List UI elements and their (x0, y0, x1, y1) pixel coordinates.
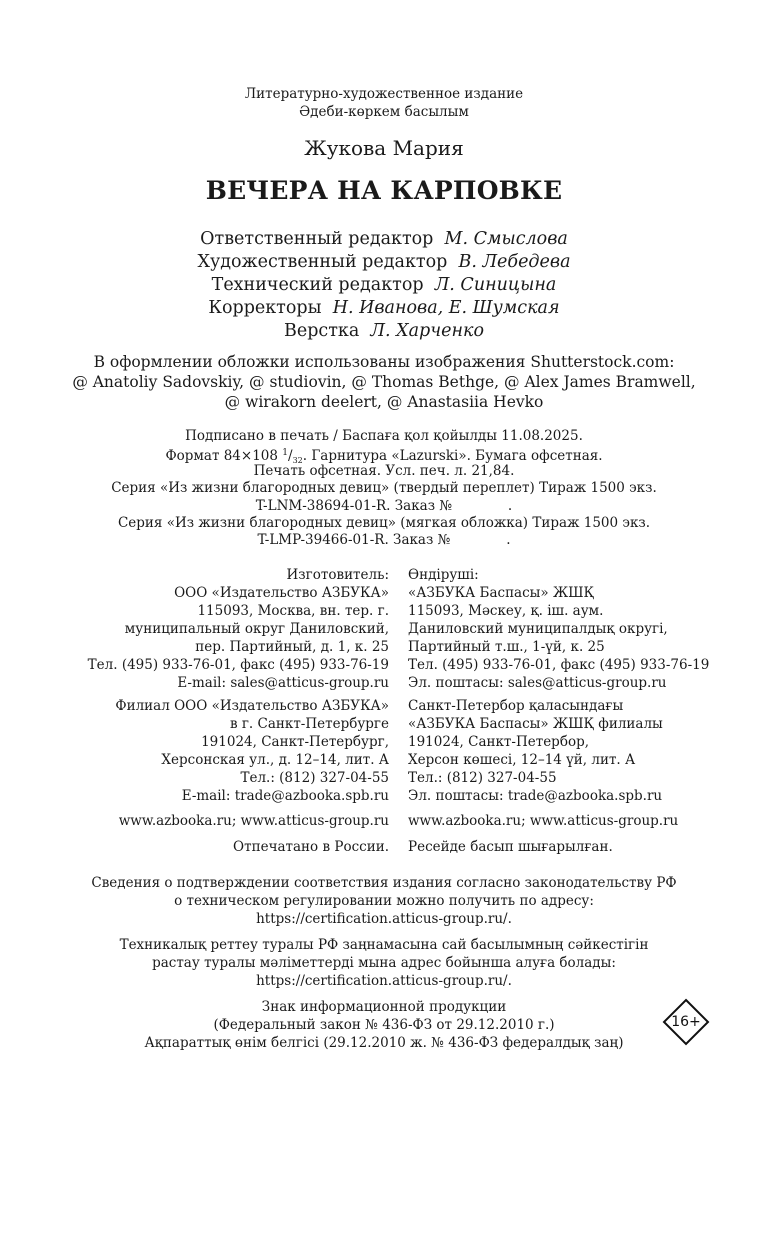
publisher-kz-email: Эл. поштасы: sales@atticus-group.ru (408, 675, 667, 691)
staff-role: Верстка (283, 321, 360, 341)
publisher-ru-line: муниципальный округ Даниловский, (124, 621, 389, 637)
staff-role: Технический редактор (211, 275, 424, 295)
branch-kz-line: Санкт-Петербор қаласындағы (408, 698, 624, 714)
publisher-kz-line: «АЗБУКА Баспасы» ЖШҚ (408, 585, 594, 601)
branch-kz-line: Херсон көшесі, 12–14 үй, лит. А (408, 752, 636, 768)
certification-kz-url[interactable]: https://certification.atticus-group.ru/. (256, 973, 512, 989)
publisher-kz-line: Партийный т.ш., 1-үй, к. 25 (408, 639, 605, 655)
age-rating-label: 16+ (671, 1014, 701, 1030)
edition-type-kz: Әдеби-көркем басылым (299, 104, 469, 120)
cover-credits-line: @ Anatoliy Sadovskiy, @ studiovin, @ Thomas Bethge, @ Alex James Bramwell, (72, 373, 696, 391)
info-sign-line: Знак информационной продукции (261, 999, 507, 1015)
series-softcover: Серия «Из жизни благородных девиц» (мягкая обложка) Тираж 1500 экз. (117, 515, 651, 531)
printed-block (0, 839, 768, 857)
book-title: ВЕЧЕРА НА КАРПОВКЕ (205, 176, 563, 205)
publisher-kz-line: Өндіруші: (408, 567, 479, 583)
certification-ru-line: о техническом регулировании можно получить по адресу: (174, 893, 594, 909)
publisher-ru-line: Тел. (495) 933-76-01, факс (495) 933-76-19 (87, 657, 389, 673)
certification-kz-line: Техникалық реттеу туралы РФ заңнамасына сай басылымның сәйкестігін (119, 937, 649, 953)
certification-ru-url[interactable]: https://certification.atticus-group.ru/. (256, 911, 512, 927)
format-prefix: Формат 84×108 (165, 448, 278, 464)
staff-line (0, 274, 768, 297)
series-hardcover: Серия «Из жизни благородных девиц» (твердый переплет) Тираж 1500 экз. (111, 480, 657, 496)
publisher-kz-line: 115093, Мәскеу, қ. іш. аум. (408, 603, 604, 619)
branch-ru-line: Херсонская ул., д. 12–14, лит. А (161, 752, 389, 768)
info-sign-law: (Федеральный закон № 436-ФЗ от 29.12.2010 г.) (213, 1017, 555, 1033)
branch-ru-email: E-mail: trade@azbooka.spb.ru (181, 788, 389, 804)
branch-kz-email: Эл. поштасы: trade@azbooka.spb.ru (408, 788, 663, 804)
staff-name: Л. Синицына (434, 275, 557, 295)
publisher-ru-line: пер. Партийный, д. 1, к. 25 (195, 639, 389, 655)
web-block (0, 813, 768, 831)
staff-role: Корректоры (208, 298, 322, 318)
publisher-ru-email: E-mail: sales@atticus-group.ru (177, 675, 389, 691)
format-slash: / (288, 448, 293, 464)
staff-role: Художественный редактор (197, 252, 448, 272)
branch-ru-line: 191024, Санкт-Петербург, (201, 734, 389, 750)
publisher-ru-line: 115093, Москва, вн. тер. г. (197, 603, 389, 619)
format-sub: 32 (292, 456, 303, 465)
cover-credits-line: В оформлении обложки использованы изображения Shutterstock.com: (93, 353, 675, 371)
staff-line (0, 297, 768, 320)
branch-kz-line: «АЗБУКА Баспасы» ЖШҚ филиалы (408, 716, 663, 732)
publisher-kz-line: Даниловский муниципалдық округі, (408, 621, 668, 637)
code-hardcover: T-LNM-38694-01-R. Заказ № . (255, 498, 513, 514)
staff-role: Ответственный редактор (200, 229, 434, 249)
branch-kz-line: 191024, Санкт-Петербор, (408, 734, 590, 750)
certification-ru-line: Сведения о подтверждении соответствия издания согласно законодательству РФ (91, 875, 677, 891)
edition-type-ru: Литературно-художественное издание (244, 86, 524, 102)
publisher-block (0, 567, 768, 693)
format-sup: 1 (282, 448, 289, 458)
format-suffix: . Гарнитура «Lazurski». Бумага офсетная. (302, 448, 603, 464)
publisher-ru-line: Изготовитель: (286, 567, 389, 583)
publisher-kz-line: Тел. (495) 933-76-01, факс (495) 933-76-19 (408, 657, 710, 673)
web-links-ru[interactable]: www.azbooka.ru; www.atticus-group.ru (118, 813, 389, 829)
publisher-ru-line: ООО «Издательство АЗБУКА» (174, 585, 389, 601)
web-links-kz[interactable]: www.azbooka.ru; www.atticus-group.ru (408, 813, 679, 829)
code-softcover: T-LMP-39466-01-R. Заказ № . (257, 532, 511, 548)
staff-name: Л. Харченко (370, 321, 484, 341)
branch-ru-line: Филиал ООО «Издательство АЗБУКА» (115, 698, 389, 714)
print-line: Печать офсетная. Усл. печ. л. 21,84. (253, 463, 515, 479)
info-sign-kz: Ақпараттық өнім белгісі (29.12.2010 ж. № 436-ФЗ федералдық заң) (144, 1035, 624, 1051)
branch-block (0, 698, 768, 806)
branch-ru-line: в г. Санкт-Петербурге (229, 716, 389, 732)
staff-line (0, 228, 768, 251)
staff-name: М. Смыслова (444, 229, 568, 249)
signed-to-print: Подписано в печать / Баспаға қол қойылды 11.08.2025. (185, 428, 583, 444)
certification-kz-line: растау туралы мәліметтерді мына адрес бойынша алуға болады: (152, 955, 616, 971)
printed-in-russia-kz: Ресейде басып шығарылған. (408, 839, 613, 855)
staff-line (0, 251, 768, 274)
book-author: Жукова Мария (304, 136, 464, 160)
branch-ru-line: Тел.: (812) 327-04-55 (240, 770, 389, 786)
staff-line (0, 320, 768, 343)
staff-name: В. Лебедева (458, 252, 571, 272)
branch-kz-line: Тел.: (812) 327-04-55 (408, 770, 557, 786)
staff-name: Н. Иванова, Е. Шумская (332, 298, 560, 318)
printed-in-russia: Отпечатано в России. (233, 839, 389, 855)
cover-credits-line: @ wirakorn deelert, @ Anastasiia Hevko (224, 393, 544, 411)
